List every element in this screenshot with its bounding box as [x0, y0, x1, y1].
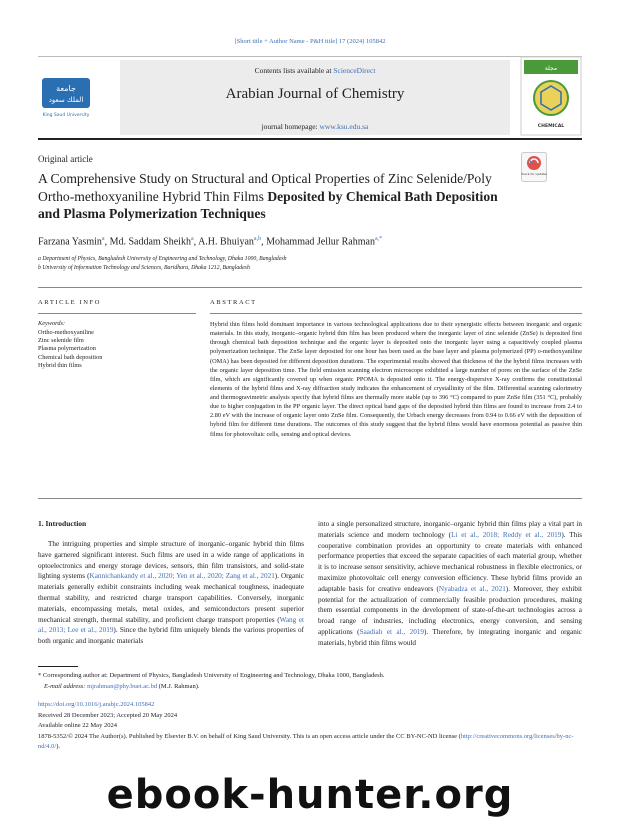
received-dates: Received 28 December 2023; Accepted 20 May 2024 — [38, 711, 178, 719]
author-name[interactable]: Md. Saddam Sheikh — [109, 236, 191, 248]
intro-text: ). Therefore, by integrating inorganic and organic materials, hybrid thin films would — [318, 627, 583, 647]
citation-link[interactable]: Wang et al., 2013; Lee et al., 2019 — [38, 615, 304, 635]
contents-line — [120, 66, 510, 75]
abstract-rule — [210, 313, 582, 314]
citation-link[interactable]: Nyabadza et al., 2021 — [438, 584, 506, 593]
email-label: E-mail address: — [44, 682, 88, 690]
homepage-line — [120, 122, 510, 131]
corresponding-text: * Corresponding author at: Department of Physics, Bangladesh University of Engineering and Technology, Dhaka 1000, Bangladesh. — [38, 672, 385, 679]
citation-link[interactable]: Li et al., 2018; Reddy et al., 2019 — [451, 530, 562, 539]
ksu-logo — [38, 64, 94, 130]
article-type: Original article — [38, 154, 93, 164]
svg-text:جامعة: جامعة — [56, 84, 76, 93]
title-bold: Deposited by Chemical Bath Deposition and Plasma Polymerization Techniques — [38, 188, 498, 222]
affiliation-text: Department of Physics, Bangladesh University of Engineering and Technology, Dhaka 1000, Bangladesh — [42, 256, 287, 262]
author-name[interactable]: Farzana Yasmin — [38, 236, 102, 248]
watermark: ebook-hunter.org — [106, 772, 514, 818]
intro-text: into a single personalized structure, inorganic–organic hybrid thin films play a vital part in materials science and modern technology ( — [318, 520, 582, 539]
article-info-heading: ARTICLE INFO — [38, 299, 102, 306]
available-online: Available online 22 May 2024 — [38, 722, 117, 729]
intro-text: ). Organic materials generally exhibit constraints including weak mechanical toughness, inadequate thermal stability, and restricted charge transport capabilities. Conversely, inorganic materials, encompassing metals, metal oxides, and semiconductors present superior mechanical strength, thermal stability, and proficient charge transport properties ( — [38, 572, 304, 624]
cover-text: CHEMICAL — [537, 124, 565, 129]
affiliation-text: University of Information Technology and Sciences, Baridhara, Dhaka 1212, Bangladesh — [42, 265, 250, 271]
affiliation-b — [38, 265, 250, 271]
email-line — [38, 682, 578, 693]
check-updates-label: Check for updates — [521, 172, 547, 176]
keyword-item: Ortho-methoxyaniline — [38, 329, 94, 336]
license-link[interactable]: http://creativecommons.org/licenses/by-nc-nd/4.0/ — [38, 732, 574, 750]
intro-text: ). Since the hybrid film uniquely blends the various properties of both organic and inorganic materials — [38, 626, 304, 646]
running-head[interactable]: [Short title + Author Name - P&H title] 17 (2024) 105842 — [234, 38, 386, 45]
author-affiliation-mark[interactable]: a,* — [374, 236, 383, 242]
ksu-logo-text: King Saud University — [42, 113, 90, 118]
journal-cover-image[interactable] — [520, 56, 582, 136]
header-rule — [38, 138, 582, 140]
affiliation-mark: a — [38, 256, 41, 262]
introduction-heading: 1. Introduction — [38, 519, 87, 528]
license-suffix: ). — [56, 743, 61, 750]
affiliation-mark: b — [38, 265, 41, 271]
keyword-item: Plasma polymerization — [38, 345, 96, 353]
citation-link[interactable]: Kannichankandy et al., 2020; Yen et al., 2020; Zang et al., 2021 — [89, 572, 275, 581]
affiliation-rule — [38, 287, 582, 288]
sciencedirect-link[interactable]: ScienceDirect — [333, 66, 376, 75]
homepage-link[interactable]: www.ksu.edu.sa — [319, 122, 369, 131]
author-affiliation-mark[interactable]: a,b — [253, 236, 262, 242]
intro-text: ). This cooperative combination provides an opportunity to create materials with enhanced performance properties that exceed the separate capacities of each material group, whether it is to increase sensor sensitivity, achieve mechanical robustness in flexible electronics, or maximize photovoltaic cell energy conversion efficiency. These hybrid films provide an adaptable basis for creative endeavors ( — [318, 530, 582, 593]
author-affiliation-mark[interactable]: a — [101, 236, 105, 242]
corresponding-author-note — [38, 671, 578, 692]
citation-link[interactable]: Saadiah et al., 2019 — [359, 627, 425, 636]
top-rule — [38, 56, 582, 57]
doi-link[interactable]: https://doi.org/10.1016/j.arabjc.2024.105842 — [38, 701, 155, 708]
author-list: Farzana Yasmin$^a$, Md. Saddam Sheikh$^a$, A.H. Bhuiyan$^{a,b}$, Mohammad Jellur Rahman$^{a,*}$ — [38, 236, 383, 248]
email-link[interactable]: mjrahman@phy.buet.ac.bd — [87, 682, 158, 690]
intro-text: ). Moreover, they exhibit potential for the actualization of commercially feasible production procedures, making them essential components in the development of state-of-the-art technologies across a broad range of industries, including electronics, energy conversion, and sensing applications ( — [318, 584, 582, 636]
abstract-bottom-rule — [38, 498, 582, 499]
license-prefix: 1878-5352/© 2024 The Author(s). Published by Elsevier B.V. on behalf of King Saud University. This is an open access article under the CC BY-NC-ND license ( — [38, 732, 461, 740]
email-suffix: (M.J. Rahman). — [157, 682, 200, 690]
paper-title — [38, 170, 508, 223]
author-name[interactable]: Mohammad Jellur Rahman — [266, 236, 375, 248]
keywords-list — [38, 329, 102, 370]
introduction-right-column — [318, 519, 582, 649]
author-name[interactable]: A.H. Bhuiyan — [198, 236, 254, 248]
title-regular: A Comprehensive Study on Structural and Optical Properties of Zinc Selenide/Poly Ortho-methoxyaniline Hybrid Thin Films — [38, 171, 492, 204]
publication-info — [38, 700, 582, 753]
keyword-item: Chemical bath deposition — [38, 353, 103, 361]
check-for-updates-badge[interactable] — [521, 152, 547, 182]
keywords-label: Keywords: — [38, 320, 66, 327]
footnote-rule — [38, 666, 78, 667]
introduction-left-column — [38, 539, 304, 647]
homepage-prefix: journal homepage: — [261, 122, 320, 131]
author-affiliation-mark[interactable]: a — [190, 236, 194, 242]
intro-text: The intriguing properties and simple structure of inorganic–organic hybrid thin films have garnered significant interest. Such films are used in a wide range of applications in optoelectronics and energy storage devices, sensors, thin film transistors, and solid-state lighting systems ( — [38, 540, 304, 581]
keyword-item: Hybrid thin films — [38, 361, 82, 369]
contents-prefix: Contents lists available at — [254, 66, 334, 75]
abstract-text: Hybrid thin films hold dominant importance in various technological applications due to their synergistic effects between inorganic and organic materials. In this study, inorganic–organic hybrid thin film has been produced where the inorganic layer of zinc selenide (ZnSe) is deposited first through chemical bath deposition technique and the organic layer is deposited onto the inorganic layer using a capacitively coupled plasma polymerization technique. The ZnSe layer deposited for one hour has been used as the base layer and plasma polymerized (PP) o-methoxyaniline (OMA) has been deposited for different deposition durations. The experimental results showed that thickness of the the hybrid films increases with the organic layer deposition time. The field emission scanning electron microscope exhibited a large number of pores on the surface of the ZnSe film, which are significantly covered up when organic PPOMA is deposited onto it. The energy-dispersive X-ray confirms the constitutional elements of the hybrid films and X-ray diffraction study indicates the enhancement of crystallinity of the film. Differential scanning calorimetry and thermogravimetric analysis specify that hybrid films are thermally more stable (up to 396 °C) compared to pure ZnSe film (351 °C), probably due to higher conjugation in the PP organic layer. The direct optical band gaps of the deposited hybrid thin films are found to increase from 2.4 to 2.80 eV with the increase of organic layer onto ZnSe film. Consequently, the Urbach energy decreases from 0.94 to 0.66 eV with the deposition of hybrid film for different time durations. The outcomes of this study suggest that the hybrid films would have enormous potential as passive thin films for photovoltaic cells, sensing and optical devices. — [210, 321, 582, 438]
affiliation-a — [38, 256, 287, 262]
article-info-rule — [38, 313, 196, 314]
journal-title[interactable]: Arabian Journal of Chemistry — [225, 86, 405, 102]
svg-text:الملك سعود: الملك سعود — [48, 96, 84, 104]
keyword-item: Zinc selenide film — [38, 337, 84, 345]
svg-text:مجلة: مجلة — [544, 65, 558, 72]
abstract-heading: ABSTRACT — [210, 299, 257, 306]
license-text — [38, 732, 582, 753]
